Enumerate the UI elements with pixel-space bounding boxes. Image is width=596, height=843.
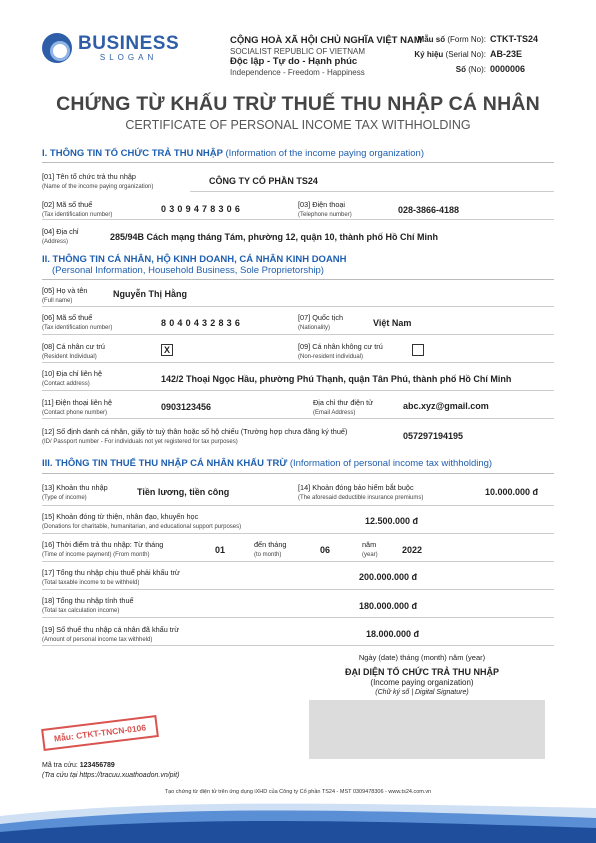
serial-label: Ký hiệu <box>414 50 444 59</box>
non-resident-checkbox[interactable] <box>412 344 424 356</box>
serial-label-en: (Serial No): <box>445 50 486 59</box>
field-17-label: [17] Tổng thu nhập chịu thuế phải khấu trừ (Total taxable income to be withheld) <box>42 568 180 586</box>
field-05-value: Nguyễn Thị Hằng <box>113 289 187 299</box>
field-01-value: CÔNG TY CỔ PHẦN TS24 <box>209 176 318 186</box>
field-15-label: [15] Khoản đóng từ thiện, nhân đạo, khuyến học (Donations for charitable, humanitarian, and educational support purposes) <box>42 512 242 530</box>
field-08-label: [08] Cá nhân cư trú (Resident Individual) <box>42 342 105 360</box>
nation-en: SOCIALIST REPUBLIC OF VIETNAM <box>230 46 365 56</box>
field-18-value: 180.000.000 đ <box>359 601 418 611</box>
field-10-value: 142/2 Thoại Ngọc Hầu, phường Phú Thạnh, quận Tân Phú, thành phố Hồ Chí Minh <box>161 374 512 384</box>
field-11-value: 0903123456 <box>161 402 212 412</box>
field-06-value: 8040432836 <box>161 318 244 328</box>
motto-vi: Độc lập - Tự do - Hạnh phúc <box>230 56 358 67</box>
signature-title: ĐẠI DIỆN TỔ CHỨC TRẢ THU NHẬP <box>345 667 499 677</box>
field-19-label: [19] Số thuế thu nhập cá nhân đã khấu trừ (Amount of personal income tax withheld) <box>42 625 180 643</box>
logo-slogan: SLOGAN <box>99 52 158 62</box>
field-07-value: Việt Nam <box>373 318 412 328</box>
field-16-label: [16] Thời điểm trả thu nhập: Từ tháng (Time of income payment) (From month) <box>42 540 164 558</box>
email-value: abc.xyz@gmail.com <box>403 401 489 411</box>
logo-brand: BUSINESS <box>78 32 180 54</box>
section-3-title: III. THÔNG TIN THUẾ THU NHẬP CÁ NHÂN KHẤU TRỪ (Information of personal income tax withholding) <box>42 458 493 469</box>
serial-block <box>405 32 538 77</box>
field-12-label: [12] Số định danh cá nhân, giấy tờ tuỳ thân hoặc số hộ chiếu (Trường hợp chưa đăng ký thuế) (ID/ Passport number - For individuals not yet registered for tax purposes) <box>42 427 348 445</box>
no-label: Số <box>455 65 466 74</box>
divider <box>42 473 554 474</box>
field-06-label: [06] Mã số thuế (Tax identification number) <box>42 313 113 331</box>
logo-mark-icon <box>42 33 72 63</box>
field-07-label: [07] Quốc tịch (Nationality) <box>298 313 344 331</box>
signature-date-line: Ngày (date) tháng (month) năm (year) <box>358 653 486 662</box>
field-10-label: [10] Địa chỉ liên hệ (Contact address) <box>42 369 103 387</box>
section-2-title: II. THÔNG TIN CÁ NHÂN, HỘ KINH DOANH, CÁ NHÂN KINH DOANH (Personal Information, Household Business, Sole Proprietorship) <box>42 254 347 276</box>
field-01-label: [01] Tên tổ chức trả thu nhập (Name of the income paying organization) <box>42 172 154 190</box>
field-11-label: [11] Điện thoại liên hệ (Contact phone number) <box>42 398 113 416</box>
company-logo <box>42 33 179 63</box>
divider <box>42 162 554 163</box>
field-13-label: [13] Khoản thu nhập (Type of income) <box>42 483 108 501</box>
email-label: Địa chỉ thư điện tử (Email Address) <box>313 398 374 416</box>
signature-subtitle: (Income paying organization) <box>370 678 474 687</box>
field-18-label: [18] Tổng thu nhập tính thuế (Total tax calculation income) <box>42 596 134 614</box>
form-no-label-en: (Form No): <box>447 35 486 44</box>
field-04-label: [04] Địa chỉ (Address) <box>42 227 79 245</box>
motto-en: Independence - Freedom - Happiness <box>230 67 365 77</box>
field-09-label: [09] Cá nhân không cư trú (Non-resident individual) <box>298 342 383 360</box>
field-03-value: 028-3866-4188 <box>398 205 460 215</box>
field-17-value: 200.000.000 đ <box>359 572 418 582</box>
field-02-value: 0309478306 <box>161 204 244 214</box>
field-12-value: 057297194195 <box>403 431 464 441</box>
section-1-title: I. THÔNG TIN TỔ CHỨC TRẢ THU NHẬP (Information of the income paying organization) <box>42 148 425 159</box>
footer-note: Tạo chứng từ điện tử trên ứng dụng iXHD của Công ty Cổ phần TS24 - MST 0309478306 - www.ts24.com.vn <box>164 789 432 795</box>
field-04-value: 285/94B Cách mạng tháng Tám, phường 12, quận 10, thành phố Hồ Chí Minh <box>110 232 438 242</box>
page-subtitle: CERTIFICATE OF PERSONAL INCOME TAX WITHHOLDING <box>125 118 471 132</box>
signature-note: (Chữ ký số | Digital Signature) <box>375 689 469 696</box>
field-15-value: 12.500.000 đ <box>365 516 419 526</box>
lookup-code-row: Mã tra cứu: 123456789 <box>42 762 115 769</box>
to-month-label: đến tháng (to month) <box>254 540 287 558</box>
form-stamp: Mẫu: CTKT-TNCN-0106 <box>41 715 159 751</box>
resident-checkbox[interactable]: X <box>161 344 173 356</box>
divider <box>42 279 554 280</box>
field-16-from: 01 <box>215 545 226 555</box>
field-02-label: [02] Mã số thuế (Tax identification number) <box>42 200 113 218</box>
field-16-to: 06 <box>320 545 331 555</box>
lookup-url-note[interactable]: (Tra cứu tại https://tracuu.xuathoadon.vn/pit) <box>42 772 180 779</box>
field-05-label: [05] Họ và tên (Full name) <box>42 286 88 304</box>
form-no-value: CTKT-TS24 <box>490 34 539 44</box>
no-label-en: (No): <box>468 65 486 74</box>
serial-value: AB-23E <box>490 49 523 59</box>
field-13-value: Tiền lương, tiền công <box>137 487 230 497</box>
lookup-code: 123456789 <box>79 762 115 769</box>
field-03-label: [03] Điện thoại (Telephone number) <box>298 200 352 218</box>
field-14-value: 10.000.000 đ <box>485 487 539 497</box>
form-no-label: Mẫu số <box>417 35 446 44</box>
no-value: 0000006 <box>490 64 526 74</box>
footer-wave <box>0 798 596 843</box>
nation-vi: CỘNG HOÀ XÃ HỘI CHỦ NGHĨA VIỆT NAM <box>230 35 422 46</box>
field-19-value: 18.000.000 đ <box>366 629 420 639</box>
nation-header <box>230 36 422 78</box>
page-title: CHỨNG TỪ KHẤU TRỪ THUẾ THU NHẬP CÁ NHÂN <box>56 93 540 115</box>
field-16-year: 2022 <box>402 545 423 555</box>
field-14-label: [14] Khoản đóng bảo hiểm bắt buộc (The aforesaid deductible insurance premiums) <box>298 483 424 501</box>
digital-signature-area[interactable] <box>309 700 545 759</box>
year-label: năm (year) <box>362 540 378 558</box>
